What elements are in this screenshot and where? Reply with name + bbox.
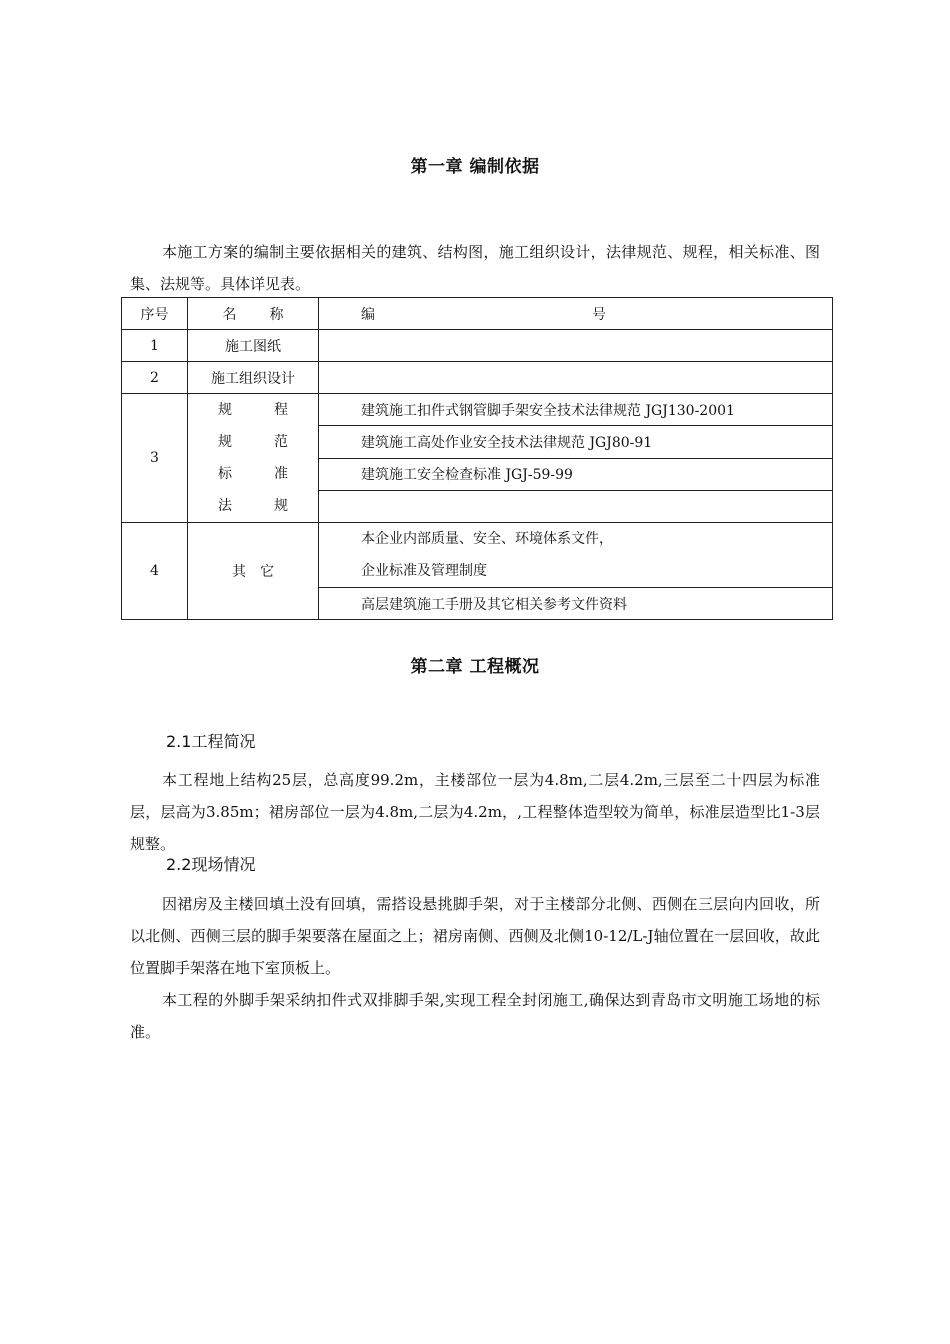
table-row bbox=[122, 523, 833, 588]
section-2-2-title: 2.2现场情况 bbox=[166, 855, 256, 874]
section-2-1-text: 本工程地上结构25层，总高度99.2m，主楼部位一层为4.8m,二层4.2m,三层至二十四层为标准层，层高为3.85m；裙房部位一层为4.8m,二层为4.2m，,工程整体造型较为简单，标准层造型比1-3层规整。 bbox=[130, 771, 820, 853]
row-3-name-4: 法 规 bbox=[218, 498, 302, 514]
row-4-code-2: 高层建筑施工手册及其它相关参考文件资料 bbox=[319, 588, 833, 620]
section-2-2-text-1: 因裙房及主楼回填土没有回填，需搭设悬挑脚手架，对于主楼部分北侧、西侧在三层向内回收，所以北侧、西侧三层的脚手架要落在屋面之上；裙房南侧、西侧及北侧10-12/L-J轴位置在一层回收，故此位置脚手架落在地下室顶板上。 bbox=[130, 895, 820, 977]
row-1-no: 1 bbox=[122, 330, 188, 362]
chapter-1-title: 第一章 编制依据 bbox=[410, 157, 540, 177]
row-3-code-4 bbox=[319, 490, 833, 522]
chapter-2-title: 第二章 工程概况 bbox=[410, 657, 540, 677]
row-1-name: 施工图纸 bbox=[188, 330, 319, 362]
header-code-a: 编 bbox=[361, 306, 375, 323]
table-header-row bbox=[122, 298, 833, 330]
row-2-name: 施工组织设计 bbox=[188, 362, 319, 394]
header-no: 序号 bbox=[122, 298, 188, 330]
basis-table bbox=[121, 297, 833, 620]
row-3-name-2: 规 范 bbox=[218, 434, 302, 450]
row-3-name-1: 规 程 bbox=[218, 402, 302, 418]
row-3-code-2: 建筑施工高处作业安全技术法律规范 JGJ80-91 bbox=[319, 426, 833, 458]
table-row bbox=[122, 330, 833, 362]
row-2-no: 2 bbox=[122, 362, 188, 394]
row-3-name bbox=[188, 394, 319, 523]
table-row bbox=[122, 394, 833, 426]
row-3-code-1: 建筑施工扣件式钢管脚手架安全技术法律规范 JGJ130-2001 bbox=[319, 394, 833, 426]
row-3-code-3: 建筑施工安全检查标准 JGJ-59-99 bbox=[319, 458, 833, 490]
row-3-no: 3 bbox=[122, 394, 188, 523]
row-4-code-1b: 企业标准及管理制度 bbox=[361, 563, 487, 579]
table-row bbox=[122, 362, 833, 394]
header-name-a: 名 bbox=[222, 306, 237, 323]
header-code bbox=[319, 298, 833, 330]
header-code-b: 号 bbox=[592, 306, 606, 323]
row-4-code-1 bbox=[319, 523, 833, 588]
chapter-1-intro: 本施工方案的编制主要依据相关的建筑、结构图，施工组织设计，法律规范、规程，相关标准、图集、法规等。具体详见表。 bbox=[130, 243, 820, 293]
section-2-2-text-2: 本工程的外脚手架采纳扣件式双排脚手架,实现工程全封闭施工,确保达到青岛市文明施工场地的标准。 bbox=[130, 991, 820, 1041]
row-2-code bbox=[319, 362, 833, 394]
row-4-no: 4 bbox=[122, 523, 188, 620]
row-3-name-3: 标 准 bbox=[218, 466, 302, 482]
section-2-1-title: 2.1工程简况 bbox=[166, 732, 256, 751]
header-name-b: 称 bbox=[269, 306, 284, 323]
row-1-code bbox=[319, 330, 833, 362]
row-4-name: 其 它 bbox=[188, 523, 319, 620]
row-4-code-1a: 本企业内部质量、安全、环境体系文件， bbox=[361, 531, 613, 547]
header-name bbox=[188, 298, 319, 330]
